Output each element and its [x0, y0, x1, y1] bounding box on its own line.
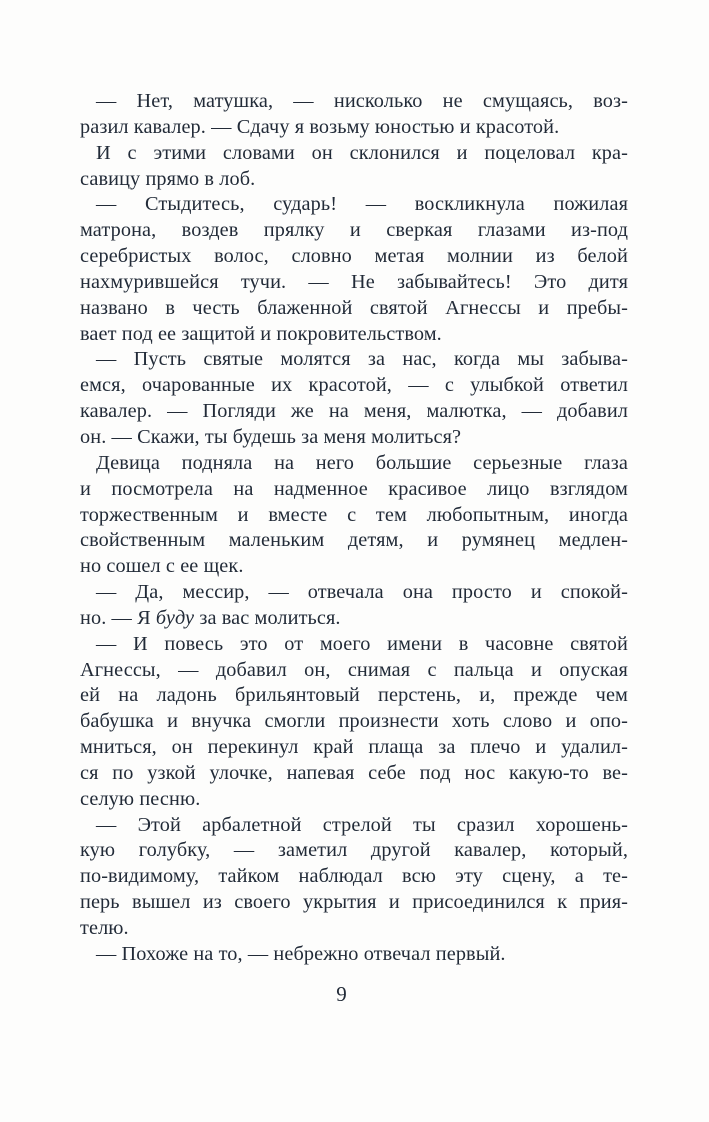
page-text: [80, 89, 628, 968]
text-line: матрона, воздев прялку и сверкая глазами из-под: [80, 219, 628, 242]
text-line: емся, очарованные их красотой, — с улыбкой ответил: [80, 374, 628, 397]
text-line: И с этими словами он склонился и поцеловал кра-: [96, 141, 628, 164]
paragraph: [80, 632, 628, 813]
text-line: разил кавалер. — Сдачу я возьму юностью и красотой.: [80, 115, 560, 138]
text-line: савицу прямо в лоб.: [80, 167, 256, 190]
text-line: торжественным и вместе с тем любопытным, иногда: [80, 503, 628, 526]
text-line: — Стыдитесь, сударь! — воскликнула пожилая: [96, 193, 628, 216]
text-line: — Пусть святые молятся за нас, когда мы забыва-: [96, 348, 628, 371]
text-line: но. — Я буду за вас молиться.: [80, 606, 341, 629]
text-line: Девица подняла на него большие серьезные глаза: [96, 451, 628, 474]
paragraph: [80, 451, 628, 580]
text-line: названо в честь блаженной святой Агнессы и пребы-: [80, 296, 628, 319]
text-line: кую голубку, — заметил другой кавалер, который,: [80, 839, 628, 862]
text-line: ей на ладонь брильянтовый перстень, и, прежде чем: [80, 684, 628, 707]
text-line: — И повесь это от моего имени в часовне святой: [96, 632, 628, 655]
text-line: свойственным маленьким детям, и румянец медлен-: [80, 529, 628, 552]
page-number: 9: [336, 982, 347, 1006]
text-line: вает под ее защитой и покровительством.: [80, 322, 442, 345]
text-line: — Да, мессир, — отвечала она просто и спокой-: [96, 581, 628, 604]
text-line: серебристых волос, словно метая молнии из белой: [80, 245, 628, 268]
text-line: — Нет, матушка, — нисколько не смущаясь, воз-: [96, 90, 628, 112]
text-line: по-видимому, тайком наблюдал всю эту сцену, а те-: [80, 865, 628, 888]
paragraph: [80, 192, 628, 347]
paragraph: [80, 89, 628, 141]
paragraph: [80, 141, 628, 193]
text-line: бабушка и внучка смогли произнести хоть слово и опо-: [80, 710, 628, 733]
text-line: перь вышел из своего укрытия и присоединился к прия-: [80, 891, 628, 914]
text-line: мниться, он перекинул край плаща за плечо и удалил-: [80, 736, 628, 759]
text-line: кавалер. — Погляди же на меня, малютка, — добавил: [80, 400, 628, 423]
text-line: — Похоже на то, — небрежно отвечал первый.: [96, 942, 506, 965]
text-line: но сошел с ее щек.: [80, 555, 244, 578]
paragraph: [80, 580, 628, 632]
emphasized-word: буду: [155, 606, 195, 629]
text-line: Агнессы, — добавил он, снимая с пальца и опуская: [80, 658, 628, 681]
text-line: он. — Скажи, ты будешь за меня молиться?: [80, 425, 462, 448]
paragraph: [80, 347, 628, 450]
text-line: селую песню.: [80, 787, 201, 810]
paragraph: [80, 813, 628, 942]
paragraph: [80, 942, 628, 968]
text-line: — Этой арбалетной стрелой ты сразил хорошень-: [96, 813, 628, 836]
text-line: нахмурившейся тучи. — Не забывайтесь! Это дитя: [80, 270, 628, 293]
text-line: телю.: [80, 917, 129, 939]
text-line: и посмотрела на надменное красивое лицо взглядом: [80, 477, 628, 500]
text-line: ся по узкой улочке, напевая себе под нос какую-то ве-: [80, 761, 628, 784]
